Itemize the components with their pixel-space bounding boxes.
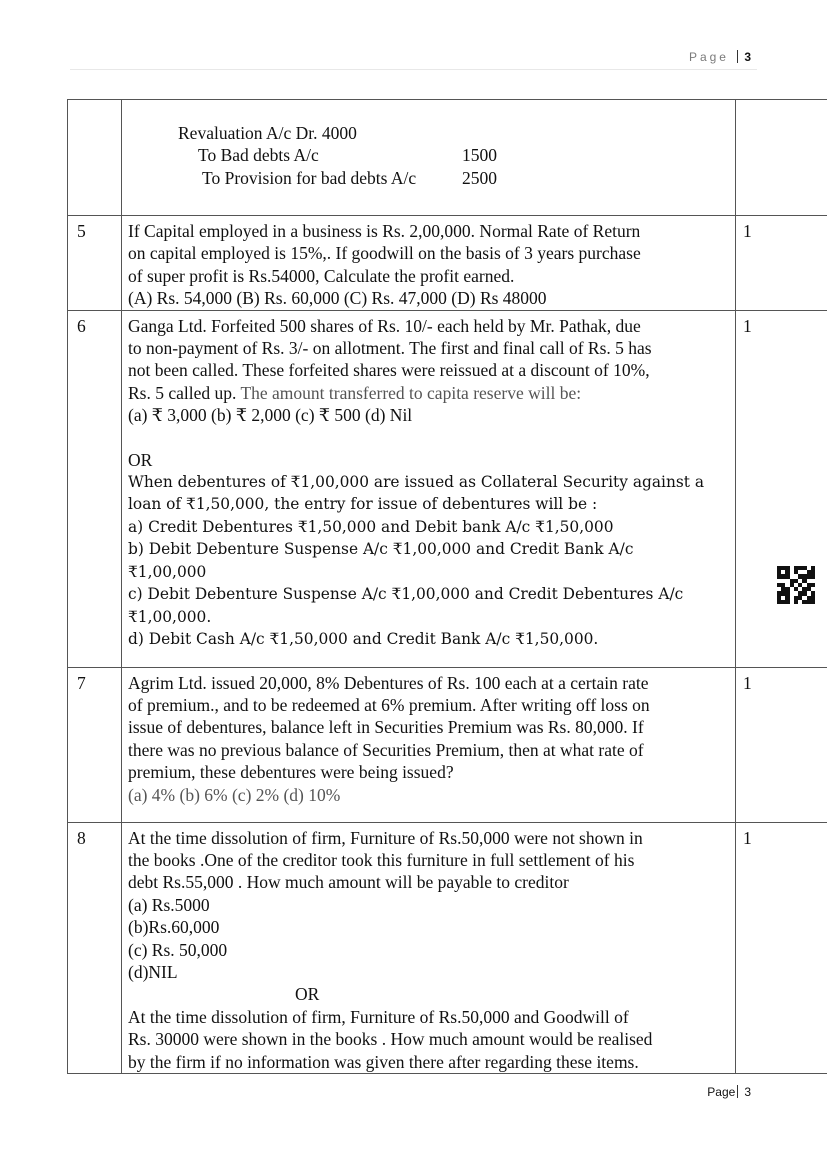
question-line: issue of debentures, balance left in Securities Premium was Rs. 80,000. If	[128, 717, 644, 738]
question-number: 7	[68, 667, 122, 822]
question-marks: 1	[736, 310, 827, 667]
qr-code-icon	[777, 566, 815, 604]
header-page-number	[689, 50, 751, 64]
alt-question-line: by the firm if no information was given there after regarding these items.	[128, 1051, 639, 1072]
alt-option: d) Debit Cash A/c ₹1,50,000 and Credit Bank A/c ₹1,50,000.	[128, 629, 599, 648]
question-line: If Capital employed in a business is Rs. 2,00,000. Normal Rate of Return	[128, 221, 641, 241]
question-6-text	[122, 310, 736, 667]
question-line: on capital employed is 15%,. If goodwill on the basis of 3 years purchase	[128, 243, 641, 264]
question-8-text	[122, 822, 736, 1073]
footer-page-word: Page	[707, 1085, 736, 1099]
footer-separator	[737, 1085, 738, 1098]
alt-option: ₹1,00,000.	[128, 607, 212, 626]
question-line-part: The amount transferred to capita reserve will be:	[236, 382, 582, 403]
question-line: to non-payment of Rs. 3/- on allotment. The first and final call of Rs. 5 has	[128, 338, 652, 359]
question-line: the books .One of the creditor took this furniture in full settlement of his	[128, 850, 635, 871]
question-line: Agrim Ltd. issued 20,000, 8% Debentures of Rs. 100 each at a certain rate	[128, 672, 649, 693]
header-page-word: Page	[688, 50, 729, 64]
question-table	[67, 99, 827, 1074]
question-option: (c) Rs. 50,000	[128, 939, 228, 960]
journal-entry-cell	[122, 100, 736, 216]
table-row-journal	[68, 100, 827, 216]
question-line: premium, these debentures were being issued?	[128, 762, 454, 783]
header-rule	[70, 69, 757, 70]
question-option: (b)Rs.60,000	[128, 917, 220, 938]
question-line: not been called. These forfeited shares were reissued at a discount of 10%,	[128, 360, 650, 381]
alt-option: b) Debit Debenture Suspense A/c ₹1,00,000 and Credit Bank A/c	[128, 540, 634, 559]
journal-bad-debts-amount: 1500	[462, 145, 497, 166]
alt-option: c) Debit Debenture Suspense A/c ₹1,00,000 and Credit Debentures A/c	[128, 585, 684, 604]
or-label: OR	[295, 984, 320, 1005]
journal-line-debit: Revaluation A/c Dr. 4000	[178, 123, 357, 143]
alt-question-line: At the time dissolution of firm, Furniture of Rs.50,000 and Goodwill of	[128, 1006, 629, 1027]
question-option: (a) Rs.5000	[128, 894, 210, 915]
header-page-digit: 3	[744, 50, 751, 64]
alt-option: a) Credit Debentures ₹1,50,000 and Debit bank A/c ₹1,50,000	[128, 517, 614, 536]
question-number: 6	[68, 310, 122, 667]
alt-question-line: When debentures of ₹1,00,000 are issued as Collateral Security against a	[128, 473, 705, 492]
table-row-q5	[68, 216, 827, 311]
journal-line-provision	[128, 167, 729, 189]
footer-page-digit: 3	[744, 1085, 751, 1099]
journal-provision-amount: 2500	[462, 167, 497, 188]
question-number: 8	[68, 822, 122, 1073]
alt-question-line: Rs. 30000 were shown in the books . How much amount would be realised	[128, 1029, 653, 1050]
question-line: Ganga Ltd. Forfeited 500 shares of Rs. 10/- each held by Mr. Pathak, due	[128, 315, 641, 336]
table-row-q6	[68, 310, 827, 667]
alt-question-line: loan of ₹1,50,000, the entry for issue of debentures will be :	[128, 495, 598, 514]
question-number: 5	[68, 216, 122, 311]
question-marks: 1	[736, 667, 827, 822]
header-separator	[737, 50, 738, 63]
question-options: (a) 4% (b) 6% (c) 2% (d) 10%	[128, 784, 341, 805]
question-line: there was no previous balance of Securities Premium, then at what rate of	[128, 739, 644, 760]
journal-bad-debts-label: To Bad debts A/c	[198, 145, 319, 166]
question-options: (a) ₹ 3,000 (b) ₹ 2,000 (c) ₹ 500 (d) Nil	[128, 405, 413, 426]
question-line-part: Rs. 5 called up.	[128, 382, 237, 403]
journal-line-bad-debts	[128, 144, 729, 166]
question-marks: 1	[736, 216, 827, 311]
question-options: (A) Rs. 54,000 (B) Rs. 60,000 (C) Rs. 47,000 (D) Rs 48000	[128, 288, 547, 309]
question-option: (d)NIL	[128, 962, 178, 983]
question-line: of super profit is Rs.54000, Calculate the profit earned.	[128, 265, 515, 286]
question-marks: 1	[736, 822, 827, 1073]
question-number-cell	[68, 100, 122, 216]
question-5-text	[122, 216, 736, 311]
alt-option: ₹1,00,000	[128, 562, 207, 581]
question-line	[128, 382, 729, 404]
or-label: OR	[128, 449, 153, 470]
question-line: debt Rs.55,000 . How much amount will be payable to creditor	[128, 872, 569, 893]
question-line: of premium., and to be redeemed at 6% premium. After writing off loss on	[128, 695, 650, 716]
journal-provision-label: To Provision for bad debts A/c	[202, 167, 417, 188]
footer-page-number	[707, 1085, 751, 1099]
question-line: At the time dissolution of firm, Furniture of Rs.50,000 were not shown in	[128, 827, 643, 848]
table-row-q7	[68, 667, 827, 822]
question-7-text	[122, 667, 736, 822]
table-row-q8	[68, 822, 827, 1073]
marks-cell	[736, 100, 827, 216]
